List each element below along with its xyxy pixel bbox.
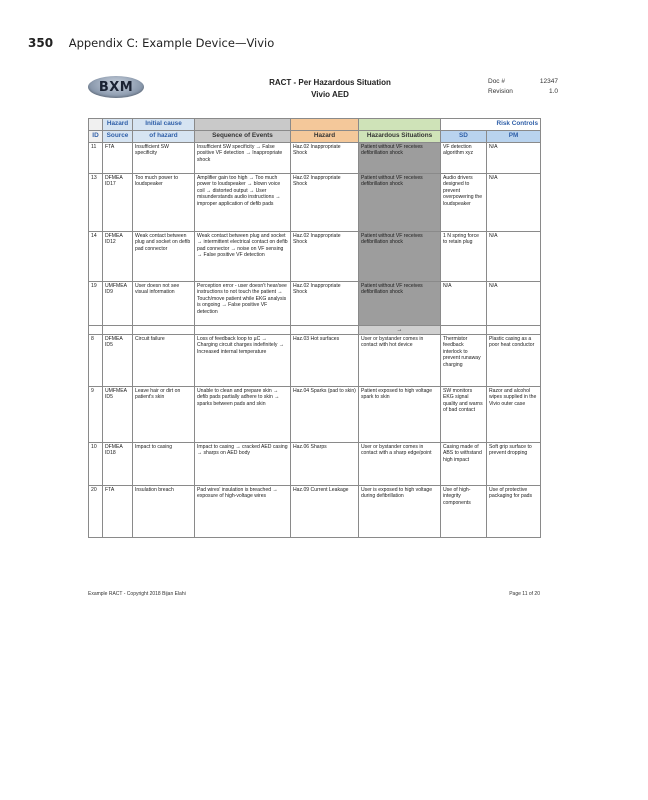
cell-id: 9 [89, 387, 103, 443]
header-hazardous-situations: Hazardous Situations [359, 131, 441, 143]
cell-situation: Patient without VF receives defibrillation shock [359, 143, 441, 174]
table-row [89, 387, 541, 443]
header-seq-top [195, 119, 291, 131]
logo-text: BXM [98, 79, 134, 95]
cell-source: UMFMEA ID9 [103, 282, 133, 326]
revision-label: Revision [488, 88, 513, 95]
header-row-bottom [89, 131, 541, 143]
cell-sd: SW monitors EKG signal quality and warns of bad contact [441, 387, 487, 443]
table-row [89, 232, 541, 282]
cell-source: DFMEA ID18 [103, 443, 133, 486]
cell-sequence: Unable to clean and prepare skin → defib pads partially adhere to skin → sparks between pads and skin [195, 387, 291, 443]
cell-sd: Casing made of ABS to withstand high impact [441, 443, 487, 486]
cell-cause: Weak contact between plug and socket on defib pad connector [133, 232, 195, 282]
cell-source: UMFMEA ID5 [103, 387, 133, 443]
cell-sequence: Loss of feedback loop to µC → Charging circuit charges indefinitely → Increased internal temperature [195, 335, 291, 387]
cell-pm: Use of protective packaging for pads [487, 486, 541, 538]
cell-cause: Impact to casing [133, 443, 195, 486]
cell-sd: N/A [441, 282, 487, 326]
header-hs-top [359, 119, 441, 131]
page-number: 350 [28, 36, 54, 50]
cell-source: DFMEA ID5 [103, 335, 133, 387]
cell-sd: Use of high-integrity components [441, 486, 487, 538]
page-header [28, 36, 628, 54]
cell-hazard: Haz.06 Sharps [291, 443, 359, 486]
header-risk-controls: Risk Controls [441, 119, 541, 131]
chapter-title: Appendix C: Example Device—Vivio [68, 36, 275, 50]
footer-copyright: Example RACT - Copyright 2018 Bijan Elahi [88, 591, 186, 597]
cell-sd: Audio drivers designed to prevent overpowering the loudspeaker [441, 174, 487, 232]
cell-hazard: Haz.02 Inappropriate Shock [291, 232, 359, 282]
cell-id: 14 [89, 232, 103, 282]
header-row-top [89, 119, 541, 131]
cell-cause: Insulation breach [133, 486, 195, 538]
title-line-1: RACT - Per Hazardous Situation [269, 78, 391, 87]
separator-cell [487, 326, 541, 335]
ract-table [88, 118, 541, 538]
cell-sd: 1 N spring force to retain plug [441, 232, 487, 282]
cell-id: 20 [89, 486, 103, 538]
company-logo [88, 76, 144, 98]
revision-number: 1.0 [548, 88, 558, 95]
doc-label: Doc # [488, 78, 505, 85]
separator-cell [103, 326, 133, 335]
cell-situation: Patient exposed to high voltage spark to skin [359, 387, 441, 443]
separator-cell [89, 326, 103, 335]
cell-hazard: Haz.02 Inappropriate Shock [291, 174, 359, 232]
cell-hazard: Haz.04 Sparks (pad to skin) [291, 387, 359, 443]
cell-cause: Too much power to loudspeaker [133, 174, 195, 232]
cell-source: DFMEA ID17 [103, 174, 133, 232]
document-meta [488, 77, 558, 97]
cell-cause: Leave hair or dirt on patient's skin [133, 387, 195, 443]
cell-id: 13 [89, 174, 103, 232]
cell-pm: N/A [487, 282, 541, 326]
header-haz-top [291, 119, 359, 131]
separator-row [89, 326, 541, 335]
arrow-marker: → [359, 326, 441, 335]
cell-sequence: Impact to casing → cracked AED casing → sharps on AED body [195, 443, 291, 486]
cell-situation: Patient without VF receives defibrillation shock [359, 232, 441, 282]
cell-sequence: Amplifier gain too high → Too much power to loudspeaker → blown voice coil → distorted output → User misunderstands audio instructions → improper application of defib pads [195, 174, 291, 232]
cell-pm: Soft grip surface to prevent dropping [487, 443, 541, 486]
title-line-2: Vivio AED [311, 90, 349, 99]
header-source: Source [103, 131, 133, 143]
separator-cell [133, 326, 195, 335]
cell-situation: User or bystander comes in contact with hot device [359, 335, 441, 387]
cell-source: FTA [103, 143, 133, 174]
cell-source: DFMEA ID12 [103, 232, 133, 282]
cell-cause: Circuit failure [133, 335, 195, 387]
cell-pm: Razor and alcohol wipes supplied in the Vivio outer case [487, 387, 541, 443]
header-initial-cause: Initial cause [133, 119, 195, 131]
table-row [89, 486, 541, 538]
cell-cause: Insufficient SW specificity [133, 143, 195, 174]
cell-source: FTA [103, 486, 133, 538]
cell-situation: User is exposed to high voltage during defibrillation [359, 486, 441, 538]
table-row [89, 443, 541, 486]
header-id-top [89, 119, 103, 131]
cell-hazard: Haz.02 Inappropriate Shock [291, 143, 359, 174]
table-row [89, 174, 541, 232]
cell-sd: Thermistor feedback interlock to prevent runaway charging [441, 335, 487, 387]
cell-pm: Plastic casing as a poor heat conductor [487, 335, 541, 387]
cell-sequence: Insufficient SW specificity → False positive VF detection → Inappropriate shock [195, 143, 291, 174]
cell-cause: User doesn not see visual information [133, 282, 195, 326]
cell-hazard: Haz.02 Inappropriate Shock [291, 282, 359, 326]
cell-id: 11 [89, 143, 103, 174]
cell-sequence: Weak contact between plug and socket → intermittent electrical contact on defib pad connector → noise on VF sensing → False positive VF detection [195, 232, 291, 282]
cell-sd: VF detection algorithm xyz [441, 143, 487, 174]
cell-hazard: Haz.09 Current Leakage [291, 486, 359, 538]
cell-sequence: Perception error - user doesn't hear/see instructions to not touch the patient → Touch/move patient while EKG analysis is ongoing → False positive VF detection [195, 282, 291, 326]
header-pm: PM [487, 131, 541, 143]
cell-pm: N/A [487, 143, 541, 174]
cell-hazard: Haz.03 Hot surfaces [291, 335, 359, 387]
header-of-hazard: of hazard [133, 131, 195, 143]
footer-page-count: Page 11 of 20 [509, 591, 540, 597]
separator-cell [441, 326, 487, 335]
separator-cell [291, 326, 359, 335]
cell-id: 10 [89, 443, 103, 486]
cell-situation: Patient without VF receives defibrillation shock [359, 174, 441, 232]
document-title [200, 77, 460, 101]
cell-sequence: Pad wires' insulation is breached → exposure of high-voltage wires [195, 486, 291, 538]
header-sequence: Sequence of Events [195, 131, 291, 143]
table-row [89, 143, 541, 174]
separator-cell [195, 326, 291, 335]
header-hazard-top: Hazard [103, 119, 133, 131]
cell-situation: Patient without VF receives defibrillation shock [359, 282, 441, 326]
table-row [89, 282, 541, 326]
header-hazard: Hazard [291, 131, 359, 143]
cell-id: 8 [89, 335, 103, 387]
header-id: ID [89, 131, 103, 143]
cell-pm: N/A [487, 232, 541, 282]
cell-situation: User or bystander comes in contact with a sharp edge/point [359, 443, 441, 486]
cell-pm: N/A [487, 174, 541, 232]
doc-number: 12347 [539, 78, 558, 85]
cell-id: 19 [89, 282, 103, 326]
table-row [89, 335, 541, 387]
header-sd: SD [441, 131, 487, 143]
